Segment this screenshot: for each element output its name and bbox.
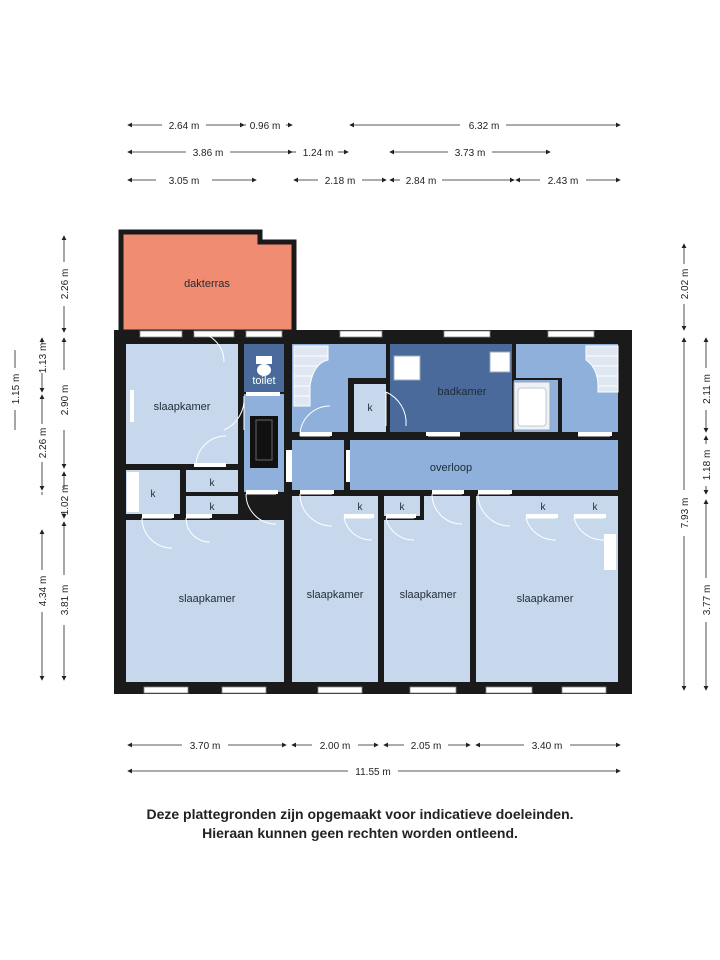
dim-label: 2.05 m: [410, 741, 442, 752]
dim-label: 2.26 m: [60, 268, 71, 300]
label-kast: k: [367, 403, 373, 414]
dim-label: 11.55 m: [355, 767, 391, 778]
top-dimension-labels: [169, 121, 579, 187]
sink-icon: [394, 356, 420, 380]
label-slaapkamer-5: slaapkamer: [516, 593, 574, 605]
dim-label: 2.02 m: [680, 268, 691, 300]
label-kast: k: [540, 502, 546, 513]
dim-label: 4.34 m: [38, 575, 49, 607]
dim-label: 2.00 m: [319, 741, 351, 752]
bottom-dimension-labels: [190, 741, 563, 778]
dim-label: 7.93 m: [680, 497, 691, 529]
dim-label: 2.90 m: [60, 384, 71, 416]
label-kast: k: [150, 489, 156, 500]
room-overloop: [350, 440, 618, 490]
dim-label: 0.96 m: [249, 121, 281, 132]
label-kast: k: [592, 502, 598, 513]
label-slaapkamer-4: slaapkamer: [399, 589, 457, 601]
label-slaapkamer-2: slaapkamer: [178, 593, 236, 605]
label-slaapkamer-1: slaapkamer: [153, 401, 211, 413]
disclaimer: [0, 805, 720, 843]
dim-label: 3.86 m: [192, 148, 224, 159]
dim-label: 2.43 m: [547, 176, 579, 187]
label-kast: k: [357, 502, 363, 513]
right-dimension-labels: [680, 269, 713, 616]
dim-label: 3.05 m: [168, 176, 200, 187]
dim-label: 3.73 m: [454, 148, 486, 159]
dim-label: 1.13 m: [38, 342, 49, 374]
label-overloop: overloop: [429, 462, 473, 474]
room-slaapkamer-4: [384, 520, 470, 682]
disclaimer-line-1: Deze plattegronden zijn opgemaakt voor indicatieve doeleinden.: [146, 806, 574, 822]
label-kast: k: [399, 502, 405, 513]
dim-label: 2.84 m: [405, 176, 437, 187]
label-kast: k: [209, 478, 215, 489]
dim-label: 2.18 m: [324, 176, 356, 187]
dim-label: 1.02 m: [60, 484, 71, 516]
dim-label: 2.64 m: [168, 121, 200, 132]
dim-label: 3.70 m: [189, 741, 221, 752]
dim-label: 1.18 m: [702, 449, 713, 481]
label-badkamer: badkamer: [437, 386, 487, 398]
dim-label: 3.40 m: [531, 741, 563, 752]
dim-label: 1.15 m: [11, 373, 22, 405]
dim-label: 6.32 m: [468, 121, 500, 132]
dim-label: 3.77 m: [702, 584, 713, 616]
left-dimension-labels: [11, 269, 71, 616]
dim-label: 1.24 m: [302, 148, 334, 159]
label-toilet: toilet: [252, 375, 276, 387]
label-dakterras: dakterras: [184, 278, 230, 290]
dim-label: 2.11 m: [702, 374, 713, 404]
label-kast: k: [209, 502, 215, 513]
disclaimer-line-2: Hieraan kunnen geen rechten worden ontleend.: [202, 825, 518, 841]
dim-label: 3.81 m: [60, 584, 71, 616]
dim-label: 2.26 m: [38, 427, 49, 459]
label-slaapkamer-3: slaapkamer: [306, 589, 364, 601]
